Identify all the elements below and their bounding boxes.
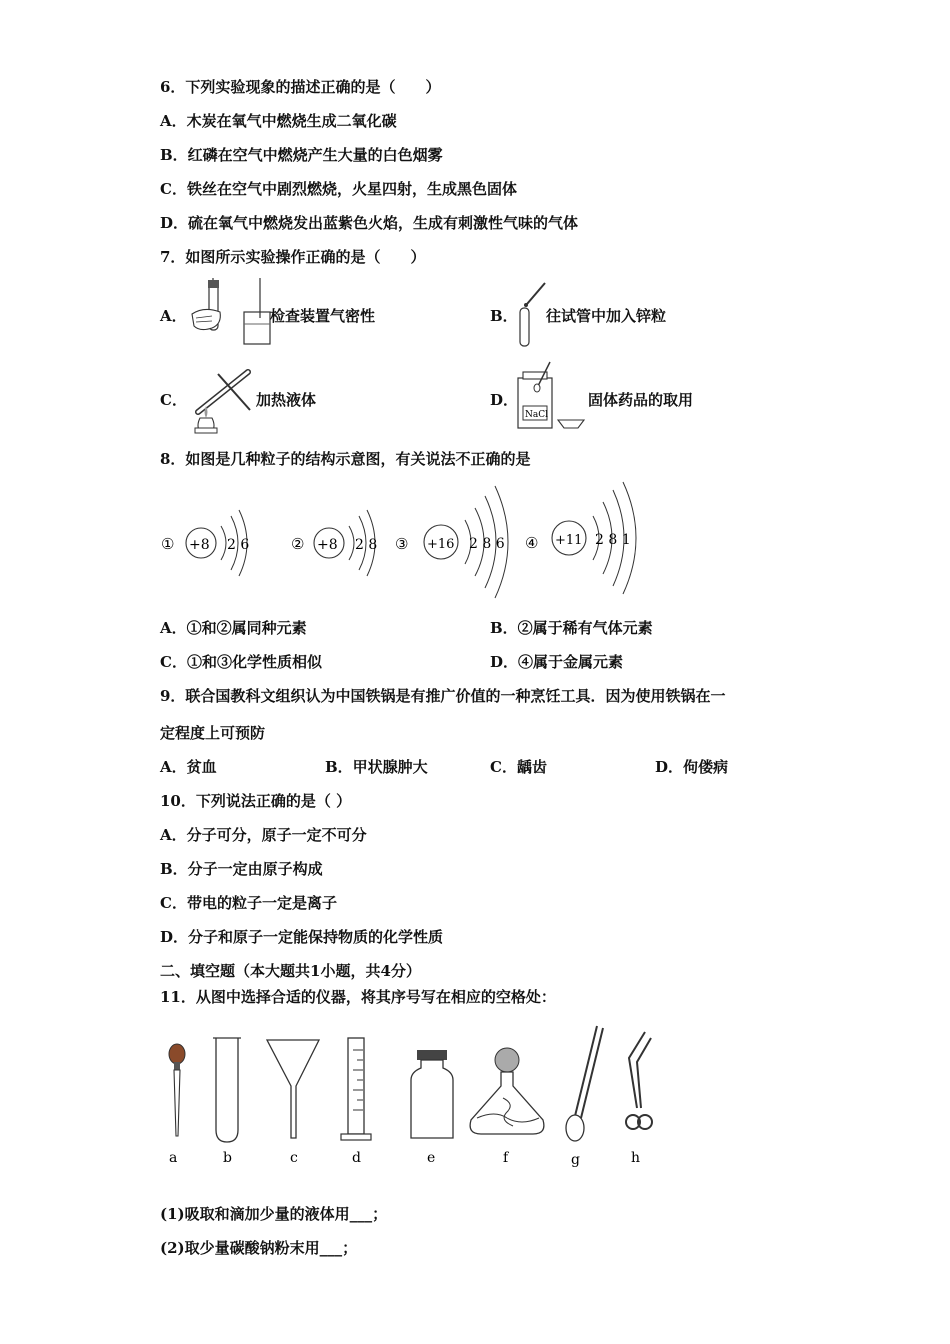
particle-index: ② bbox=[291, 535, 305, 553]
airtightness-check-figure bbox=[186, 278, 272, 348]
q9-option-d: D．佝偻病 bbox=[655, 758, 729, 776]
q6-stem: 6．下列实验现象的描述正确的是（ ） bbox=[160, 78, 441, 96]
solid-reagent-figure bbox=[514, 360, 588, 436]
q7-option-a-text: 检查装置气密性 bbox=[270, 307, 376, 325]
apparatus-figure bbox=[155, 1018, 675, 1168]
q6-option-c: C．铁丝在空气中剧烈燃烧，火星四射，生成黑色固体 bbox=[160, 180, 517, 198]
q6-option-b: B．红磷在空气中燃烧产生大量的白色烟雾 bbox=[160, 146, 443, 164]
q10-option-b: B．分子一定由原子构成 bbox=[160, 860, 323, 878]
q7-option-c-letter: C． bbox=[160, 391, 187, 409]
q7-option-c-text: 加热液体 bbox=[256, 391, 317, 409]
q10-option-c: C．带电的粒子一定是离子 bbox=[160, 894, 337, 912]
alcohol-lamp-icon bbox=[470, 1048, 544, 1134]
q7-option-b-text: 往试管中加入锌粒 bbox=[546, 307, 667, 325]
q8-option-a: A．①和②属同种元素 bbox=[160, 619, 307, 637]
apparatus-label: h bbox=[631, 1150, 641, 1166]
particle-index: ④ bbox=[525, 534, 539, 552]
q9-stem-line1: 9．联合国教科文组织认为中国铁锅是有推广价值的一种烹饪工具．因为使用铁锅在一 bbox=[160, 687, 726, 705]
particle-shells: 2 8 bbox=[355, 537, 378, 553]
q9-option-b: B．甲状腺肿大 bbox=[325, 758, 428, 776]
apparatus-label: a bbox=[169, 1150, 178, 1166]
q7-stem: 7．如图所示实验操作正确的是（ ） bbox=[160, 248, 426, 266]
q10-option-d: D．分子和原子一定能保持物质的化学性质 bbox=[160, 928, 444, 946]
medicine-spoon-icon bbox=[566, 1026, 603, 1141]
particle-diagrams bbox=[155, 480, 655, 600]
q9-stem-line2: 定程度上可预防 bbox=[160, 724, 266, 742]
q11-part1: (1)吸取和滴加少量的液体用___； bbox=[160, 1205, 388, 1223]
add-zinc-to-test-tube-figure bbox=[515, 280, 549, 348]
heat-liquid-figure bbox=[188, 362, 258, 434]
dropper-icon bbox=[169, 1044, 185, 1136]
q8-option-d: D．④属于金属元素 bbox=[490, 653, 624, 671]
particle-shells: 2 8 1 bbox=[595, 532, 631, 548]
funnel-icon bbox=[267, 1040, 319, 1138]
q7-option-d-text: 固体药品的取用 bbox=[588, 391, 694, 409]
q9-option-c: C．龋齿 bbox=[490, 758, 547, 776]
test-tube-icon bbox=[213, 1038, 241, 1142]
particle-nucleus: +11 bbox=[555, 533, 583, 548]
particle-nucleus: +16 bbox=[427, 537, 455, 552]
q8-stem: 8．如图是几种粒子的结构示意图，有关说法不正确的是 bbox=[160, 450, 531, 468]
particle-index: ① bbox=[161, 535, 175, 553]
q7-option-a-letter: A． bbox=[160, 307, 187, 325]
particle-nucleus: +8 bbox=[189, 537, 210, 553]
q9-option-a: A．贫血 bbox=[160, 758, 217, 776]
particle-nucleus: +8 bbox=[317, 537, 338, 553]
graduated-cylinder-icon bbox=[341, 1038, 371, 1140]
q7-option-b-letter: B． bbox=[490, 307, 518, 325]
particle-shells: 2 6 bbox=[227, 537, 250, 553]
q10-stem: 10．下列说法正确的是（ ） bbox=[160, 792, 352, 810]
apparatus-label: b bbox=[223, 1150, 232, 1166]
particle-index: ③ bbox=[395, 535, 409, 553]
q11-part2: (2)取少量碳酸钠粉末用___； bbox=[160, 1239, 358, 1257]
reagent-bottle-icon bbox=[411, 1050, 453, 1138]
section-2-title: 二、填空题（本大题共1小题，共4分） bbox=[160, 962, 421, 980]
crucible-tongs-icon bbox=[626, 1032, 652, 1129]
q6-option-d: D．硫在氧气中燃烧发出蓝紫色火焰，生成有刺激性气味的气体 bbox=[160, 214, 579, 232]
apparatus-label: f bbox=[503, 1150, 509, 1166]
apparatus-label: d bbox=[352, 1150, 361, 1166]
q11-stem: 11．从图中选择合适的仪器，将其序号写在相应的空格处： bbox=[160, 988, 556, 1006]
apparatus-label: g bbox=[571, 1152, 580, 1168]
q8-option-c: C．①和③化学性质相似 bbox=[160, 653, 322, 671]
apparatus-label: e bbox=[427, 1150, 436, 1166]
q8-option-b: B．②属于稀有气体元素 bbox=[490, 619, 653, 637]
particle-shells: 2 8 6 bbox=[469, 536, 505, 552]
q6-option-a: A．木炭在氧气中燃烧生成二氧化碳 bbox=[160, 112, 397, 130]
nacl-label: NaCl bbox=[525, 410, 549, 420]
q10-option-a: A．分子可分，原子一定不可分 bbox=[160, 826, 367, 844]
q7-option-d-letter: D． bbox=[490, 391, 519, 409]
apparatus-label: c bbox=[290, 1150, 298, 1166]
